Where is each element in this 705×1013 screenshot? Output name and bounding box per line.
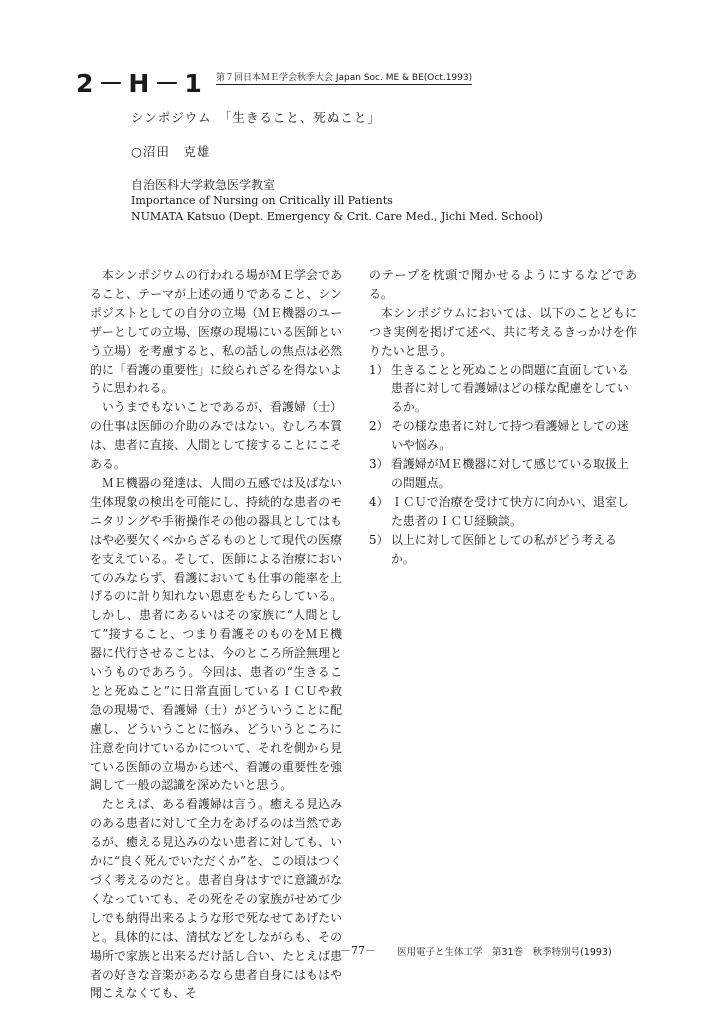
list-item-text: 以上に対して医師としての私がどう考えるか。	[391, 532, 617, 566]
paragraph: 本シンポジウムにおいては、以下のことどもにつき実例を掲げて述べ、共に考えるきっかけを作りたいと思う。	[369, 305, 637, 358]
paper-title-english: Importance of Nursing on Critically ill Patients	[131, 194, 393, 207]
session-code: 2－H－1	[76, 69, 207, 98]
list-item	[369, 531, 637, 569]
paragraph-continuation: のテープを枕頭で聞かせるようにするなどである。	[369, 268, 637, 301]
list-item-number: 5）	[369, 532, 389, 547]
paragraph: いうまでもないことであるが、看護婦（士）の仕事は医師の介助のみではない。むしろ本質は、患者に直接、人間として接することにこそある。	[90, 400, 342, 472]
journal-footer: 医用電子と生体工学 第31巻 秋季特別号(1993)	[397, 947, 612, 958]
conference-header: 第７回日本ＭＥ学会秋季大会 Japan Soc. ME & BE(Oct.1993)	[216, 70, 472, 85]
author-japanese: ○沼田 克雄	[131, 144, 211, 159]
list-item-text: 生きることと死ぬことの問題に直面している患者に対して看護婦はどの様な配慮をしているか。	[391, 362, 629, 415]
list-item-text: その様な患者に対して持つ看護婦としての迷いや悩み。	[391, 419, 629, 453]
list-item	[369, 417, 637, 455]
page-number: －77－	[340, 944, 376, 957]
list-item-number: 2）	[369, 419, 389, 434]
list-item	[369, 455, 637, 493]
list-item	[369, 493, 637, 531]
symposium-title: シンポジウム 「生きること、死ぬこと」	[131, 110, 381, 125]
body-left-column	[90, 266, 342, 1003]
body-right-column	[369, 266, 637, 569]
list-item-number: 3）	[369, 457, 389, 472]
paragraph: ＭＥ機器の発達は、人間の五感では及ばない生体現象の検出を可能にし、持続的な患者のモニタリングや手術操作その他の器具としてはもはや必要欠くべからざるものとして現代の医療を支えている。そして、医師による治療においてのみならず、看護においても仕事の能率を上げるのに計り知れない恩恵をもたらしている。しかし、患者にあるいはその家族に“人間として”接すること、つまり看護そのものをＭＥ機器に代行させることは、今のところ所詮無理というものであろう。今回は、患者の“生きることと死ぬこと”に日常直面しているＩＣＵや救急の現場で、看護婦（士）がどういうことに配慮し、どういうことに悩み、どういうところに注意を向けているかについて、それを側から見ている医師の立場から述べ、看護の重要性を強調して一般の認識を深めたいと思う。	[90, 475, 342, 793]
paragraph: たとえば、ある看護婦は言う。癒える見込みのある患者に対して全力をあげるのは当然であるが、癒える見込みのない患者に対しても、いかに“良く死んでいただくか”を、この頃はつくづく考えるのだと。患者自身はすでに意識がなくなっていても、その死をその家族がせめて少しでも納得出来るような形で死なせてあげたいと。具体的には、清拭などをしながらも、その場所で家族と出来るだけ話し合い、たとえば患者の好きな音楽があるなら患者自身にはもはや聞こえなくても、そ	[90, 797, 342, 1001]
affiliation-japanese: 自治医科大学救急医学教室	[131, 178, 276, 192]
list-item-number: 4）	[369, 494, 389, 509]
list-item	[369, 361, 637, 418]
paragraph: 本シンポジウムの行われる場がＭＥ学会であること、テーマが上述の通りであること、シンポジストとしての自分の立場（ＭＥ機器のユーザーとしての立場、医療の現場にいる医師という立場）を考慮すると、私の話しの焦点は必然的に「看護の重要性」に絞られざるを得ないように思われる。	[90, 268, 342, 396]
list-item-text: 看護婦がＭＥ機器に対して感じている取扱上の問題点。	[391, 457, 629, 490]
author-english: NUMATA Katsuo (Dept. Emergency & Crit. Care Med., Jichi Med. School)	[131, 210, 543, 223]
list-item-text: ＩＣＵで治療を受けて快方に向かい、退室した患者のＩＣＵ経験談。	[391, 494, 629, 528]
list-item-number: 1）	[369, 362, 389, 377]
